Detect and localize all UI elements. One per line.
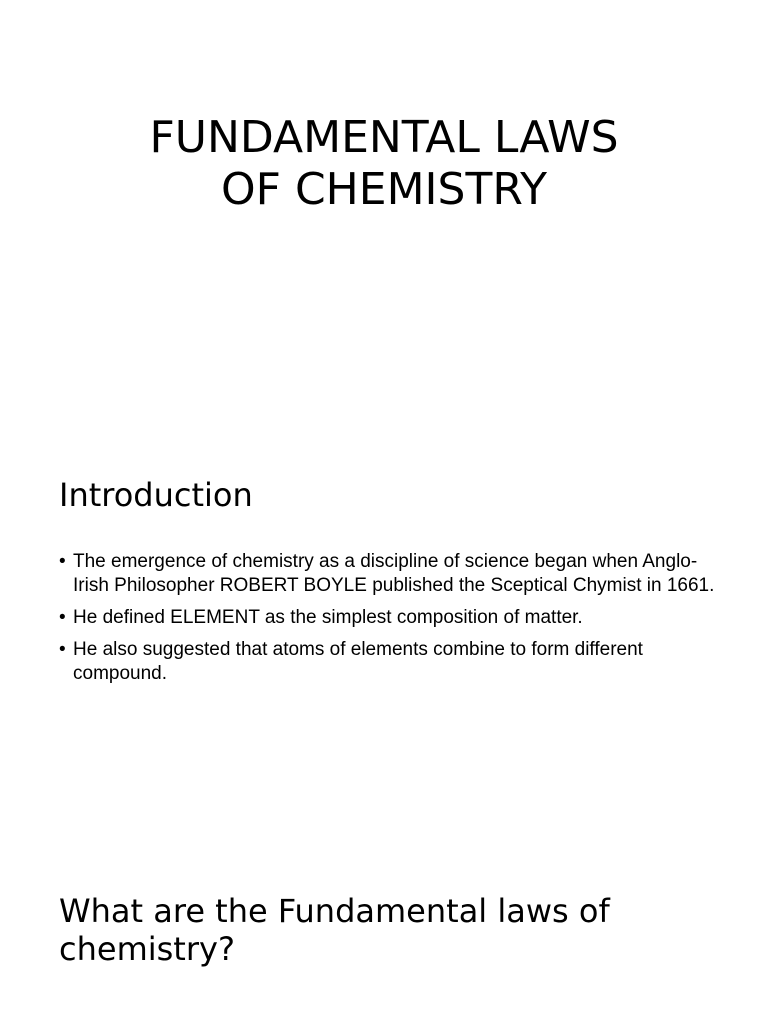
bullet-dot: • [59,551,66,572]
bullet-text: He defined ELEMENT as the simplest composition of matter. [73,607,583,628]
bullet-item [59,638,719,686]
bullet-text: The emergence of chemistry as a discipline of science began when Anglo-Irish Philosopher ROBERT BOYLE published the Sceptical Chymist in 1661. [73,551,715,596]
slide-title [0,0,768,432]
bullet-item [59,550,719,598]
bullet-dot: • [59,639,66,660]
introduction-bullet-list [59,550,719,694]
main-title-line-2: OF CHEMISTRY [221,164,547,215]
fundamental-laws-heading [59,892,610,968]
main-title-line-1: FUNDAMENTAL LAWS [149,112,619,163]
bullet-text: He also suggested that atoms of elements combine to form different compound. [73,639,643,684]
fundamental-laws-heading-line-1: What are the Fundamental laws of [59,892,610,930]
slide-introduction [0,432,768,864]
introduction-heading: Introduction [59,476,253,514]
bullet-dot: • [59,607,66,628]
fundamental-laws-heading-line-2: chemistry? [59,930,235,968]
main-title [0,112,768,216]
slide-fundamental-laws [0,864,768,1024]
bullet-item [59,606,719,630]
